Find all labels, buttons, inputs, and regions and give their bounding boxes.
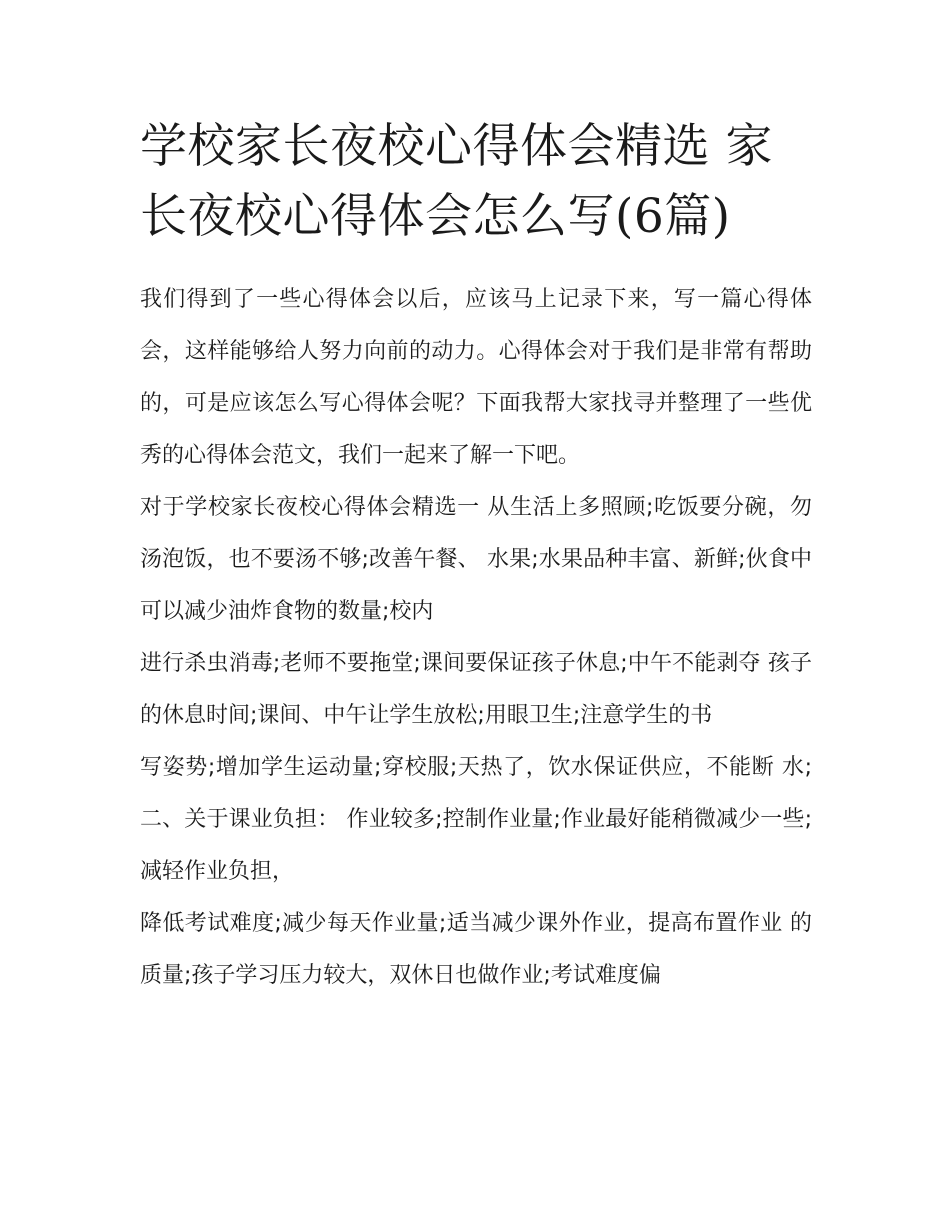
paragraph-1: 对于学校家长夜校心得体会精选一 从生活上多照顾;吃饭要分碗，勿汤泡饭，也不要汤不够;改善午餐、 水果;水果品种丰富、新鲜;伙食中可以减少油炸食物的数量;校内: [140, 495, 812, 624]
paragraph-4: 降低考试难度;减少每天作业量;适当减少课外作业，提高布置作业 的质量;孩子学习压力较大，双休日也做作业;考试难度偏: [140, 911, 812, 988]
document-page: [140, 112, 812, 1002]
document-title: 学校家长夜校心得体会精选 家长夜校心得体会怎么写(6篇): [140, 119, 773, 244]
paragraph-intro: 我们得到了一些心得体会以后，应该马上记录下来，写一篇心得体会，这样能够给人努力向前的动力。心得体会对于我们是非常有帮助的，可是应该怎么写心得体会呢？下面我帮大家找寻并整理了一些优秀的心得体会范文，我们一起来了解一下吧。: [140, 287, 812, 468]
paragraph-3: 写姿势;增加学生运动量;穿校服;天热了，饮水保证供应，不能断 水; 二、关于课业负担： 作业较多;控制作业量;作业最好能稍微减少一些;减轻作业负担，: [140, 755, 812, 884]
paragraph-2: 进行杀虫消毒;老师不要拖堂;课间要保证孩子休息;中午不能剥夺 孩子的休息时间;课间、中午让学生放松;用眼卫生;注意学生的书: [140, 651, 812, 728]
